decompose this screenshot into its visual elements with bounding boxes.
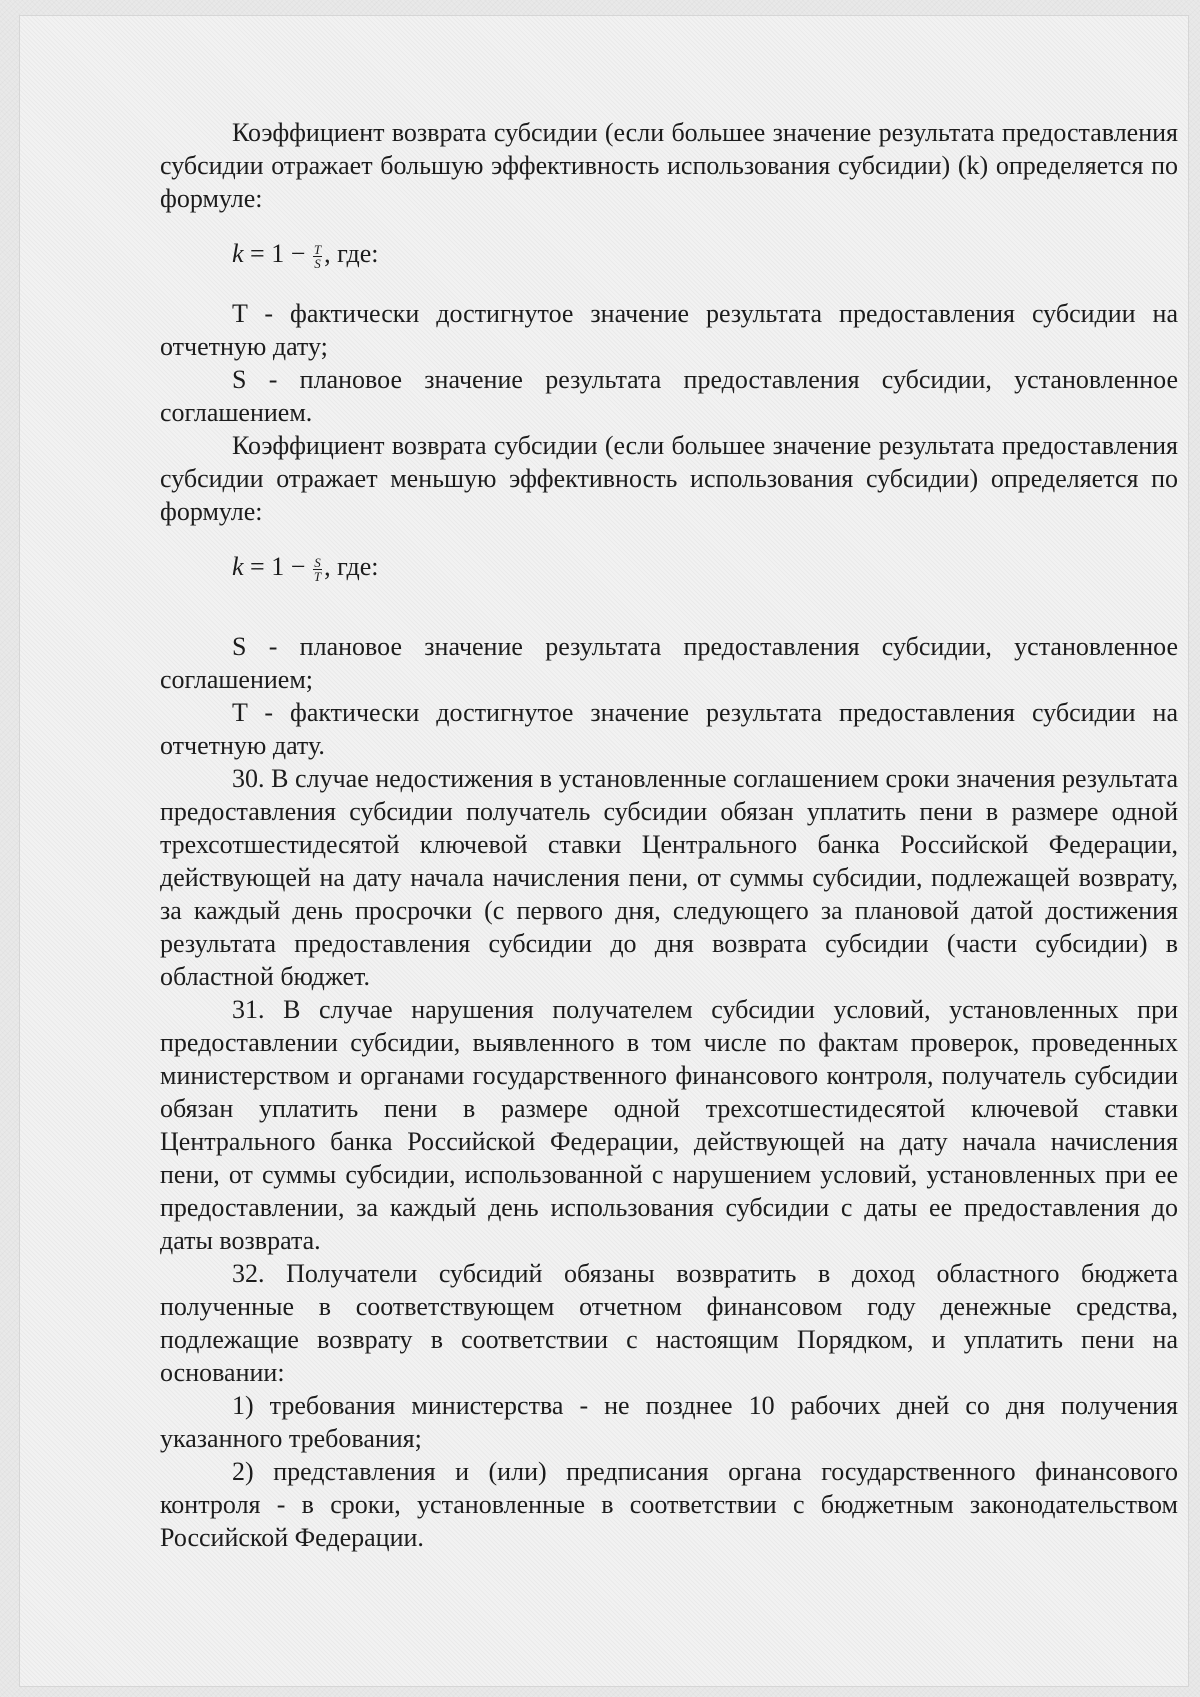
paragraph-clause-32: 32. Получатели субсидий обязаны возвратить в доход областного бюджета полученные в соответствующем отчетном финансовом году денежные средства, подлежащие возврату в соответствии с настоящим Порядком, и уплатить пени на основании: bbox=[160, 1259, 1178, 1387]
formula-k-2 bbox=[160, 550, 1178, 584]
formula-suffix: , где: bbox=[324, 552, 379, 581]
paragraph-coefficient-intro-1: Коэффициент возврата субсидии (если большее значение результата предоставления субсидии отражает большую эффективность использования субсидии) (k) определяется по формуле: bbox=[160, 118, 1178, 213]
paragraph-definition-s-2: S - плановое значение результата предоставления субсидии, установленное соглашением; bbox=[160, 632, 1178, 694]
fraction-denominator: S bbox=[314, 255, 321, 271]
fraction-denominator: T bbox=[313, 568, 322, 584]
paragraph-clause-30: 30. В случае недостижения в установленные соглашением сроки значения результата предоставления субсидии получатель субсидии обязан уплатить пени в размере одной трехсотшестидесятой ключевой ставки Центрального банка Российской Федерации, действующей на дату начала начисления пени, от суммы субсидии, подлежащей возврату, за каждый день просрочки (с первого дня, следующего за плановой датой достижения результата предоставления субсидии до дня возврата субсидии (части субсидии) в областной бюджет. bbox=[160, 764, 1178, 991]
formula-equals: = 1 − bbox=[243, 239, 312, 268]
paragraph-clause-32-item-2: 2) представления и (или) предписания органа государственного финансового контроля - в сроки, установленные в соответствии с бюджетным законодательством Российской Федерации. bbox=[160, 1457, 1178, 1552]
formula-fraction bbox=[313, 556, 322, 583]
paragraph-definition-t-2: T - фактически достигнутое значение результата предоставления субсидии на отчетную дату. bbox=[160, 698, 1178, 760]
formula-variable-k: k bbox=[232, 552, 244, 581]
document-body bbox=[160, 116, 1178, 1554]
paragraph-coefficient-intro-2: Коэффициент возврата субсидии (если большее значение результата предоставления субсидии отражает меньшую эффективность использования субсидии) определяется по формуле: bbox=[160, 431, 1178, 526]
document-sheet bbox=[20, 16, 1188, 1686]
formula-equals: = 1 − bbox=[243, 552, 312, 581]
paragraph-definition-t-1: T - фактически достигнутое значение результата предоставления субсидии на отчетную дату; bbox=[160, 299, 1178, 361]
formula-k-1 bbox=[160, 237, 1178, 271]
paragraph-definition-s-1: S - плановое значение результата предоставления субсидии, установленное соглашением. bbox=[160, 365, 1178, 427]
fraction-numerator: T bbox=[313, 241, 322, 257]
formula-fraction bbox=[313, 243, 322, 270]
formula-variable-k: k bbox=[232, 239, 244, 268]
paragraph-clause-32-item-1: 1) требования министерства - не позднее 10 рабочих дней со дня получения указанного требования; bbox=[160, 1391, 1178, 1453]
formula-suffix: , где: bbox=[324, 239, 379, 268]
spacer bbox=[160, 610, 1178, 630]
fraction-numerator: S bbox=[314, 554, 321, 570]
paragraph-clause-31: 31. В случае нарушения получателем субсидии условий, установленных при предоставлении субсидии, выявленного в том числе по фактам проверок, проведенных министерством и органами государственного финансового контроля, получатель субсидии обязан уплатить пени в размере одной трехсотшестидесятой ключевой ставки Центрального банка Российской Федерации, действующей на дату начала начисления пени, от суммы субсидии, использованной с нарушением условий, установленных при ее предоставлении, за каждый день использования субсидии с даты ее предоставления до даты возврата. bbox=[160, 995, 1178, 1255]
